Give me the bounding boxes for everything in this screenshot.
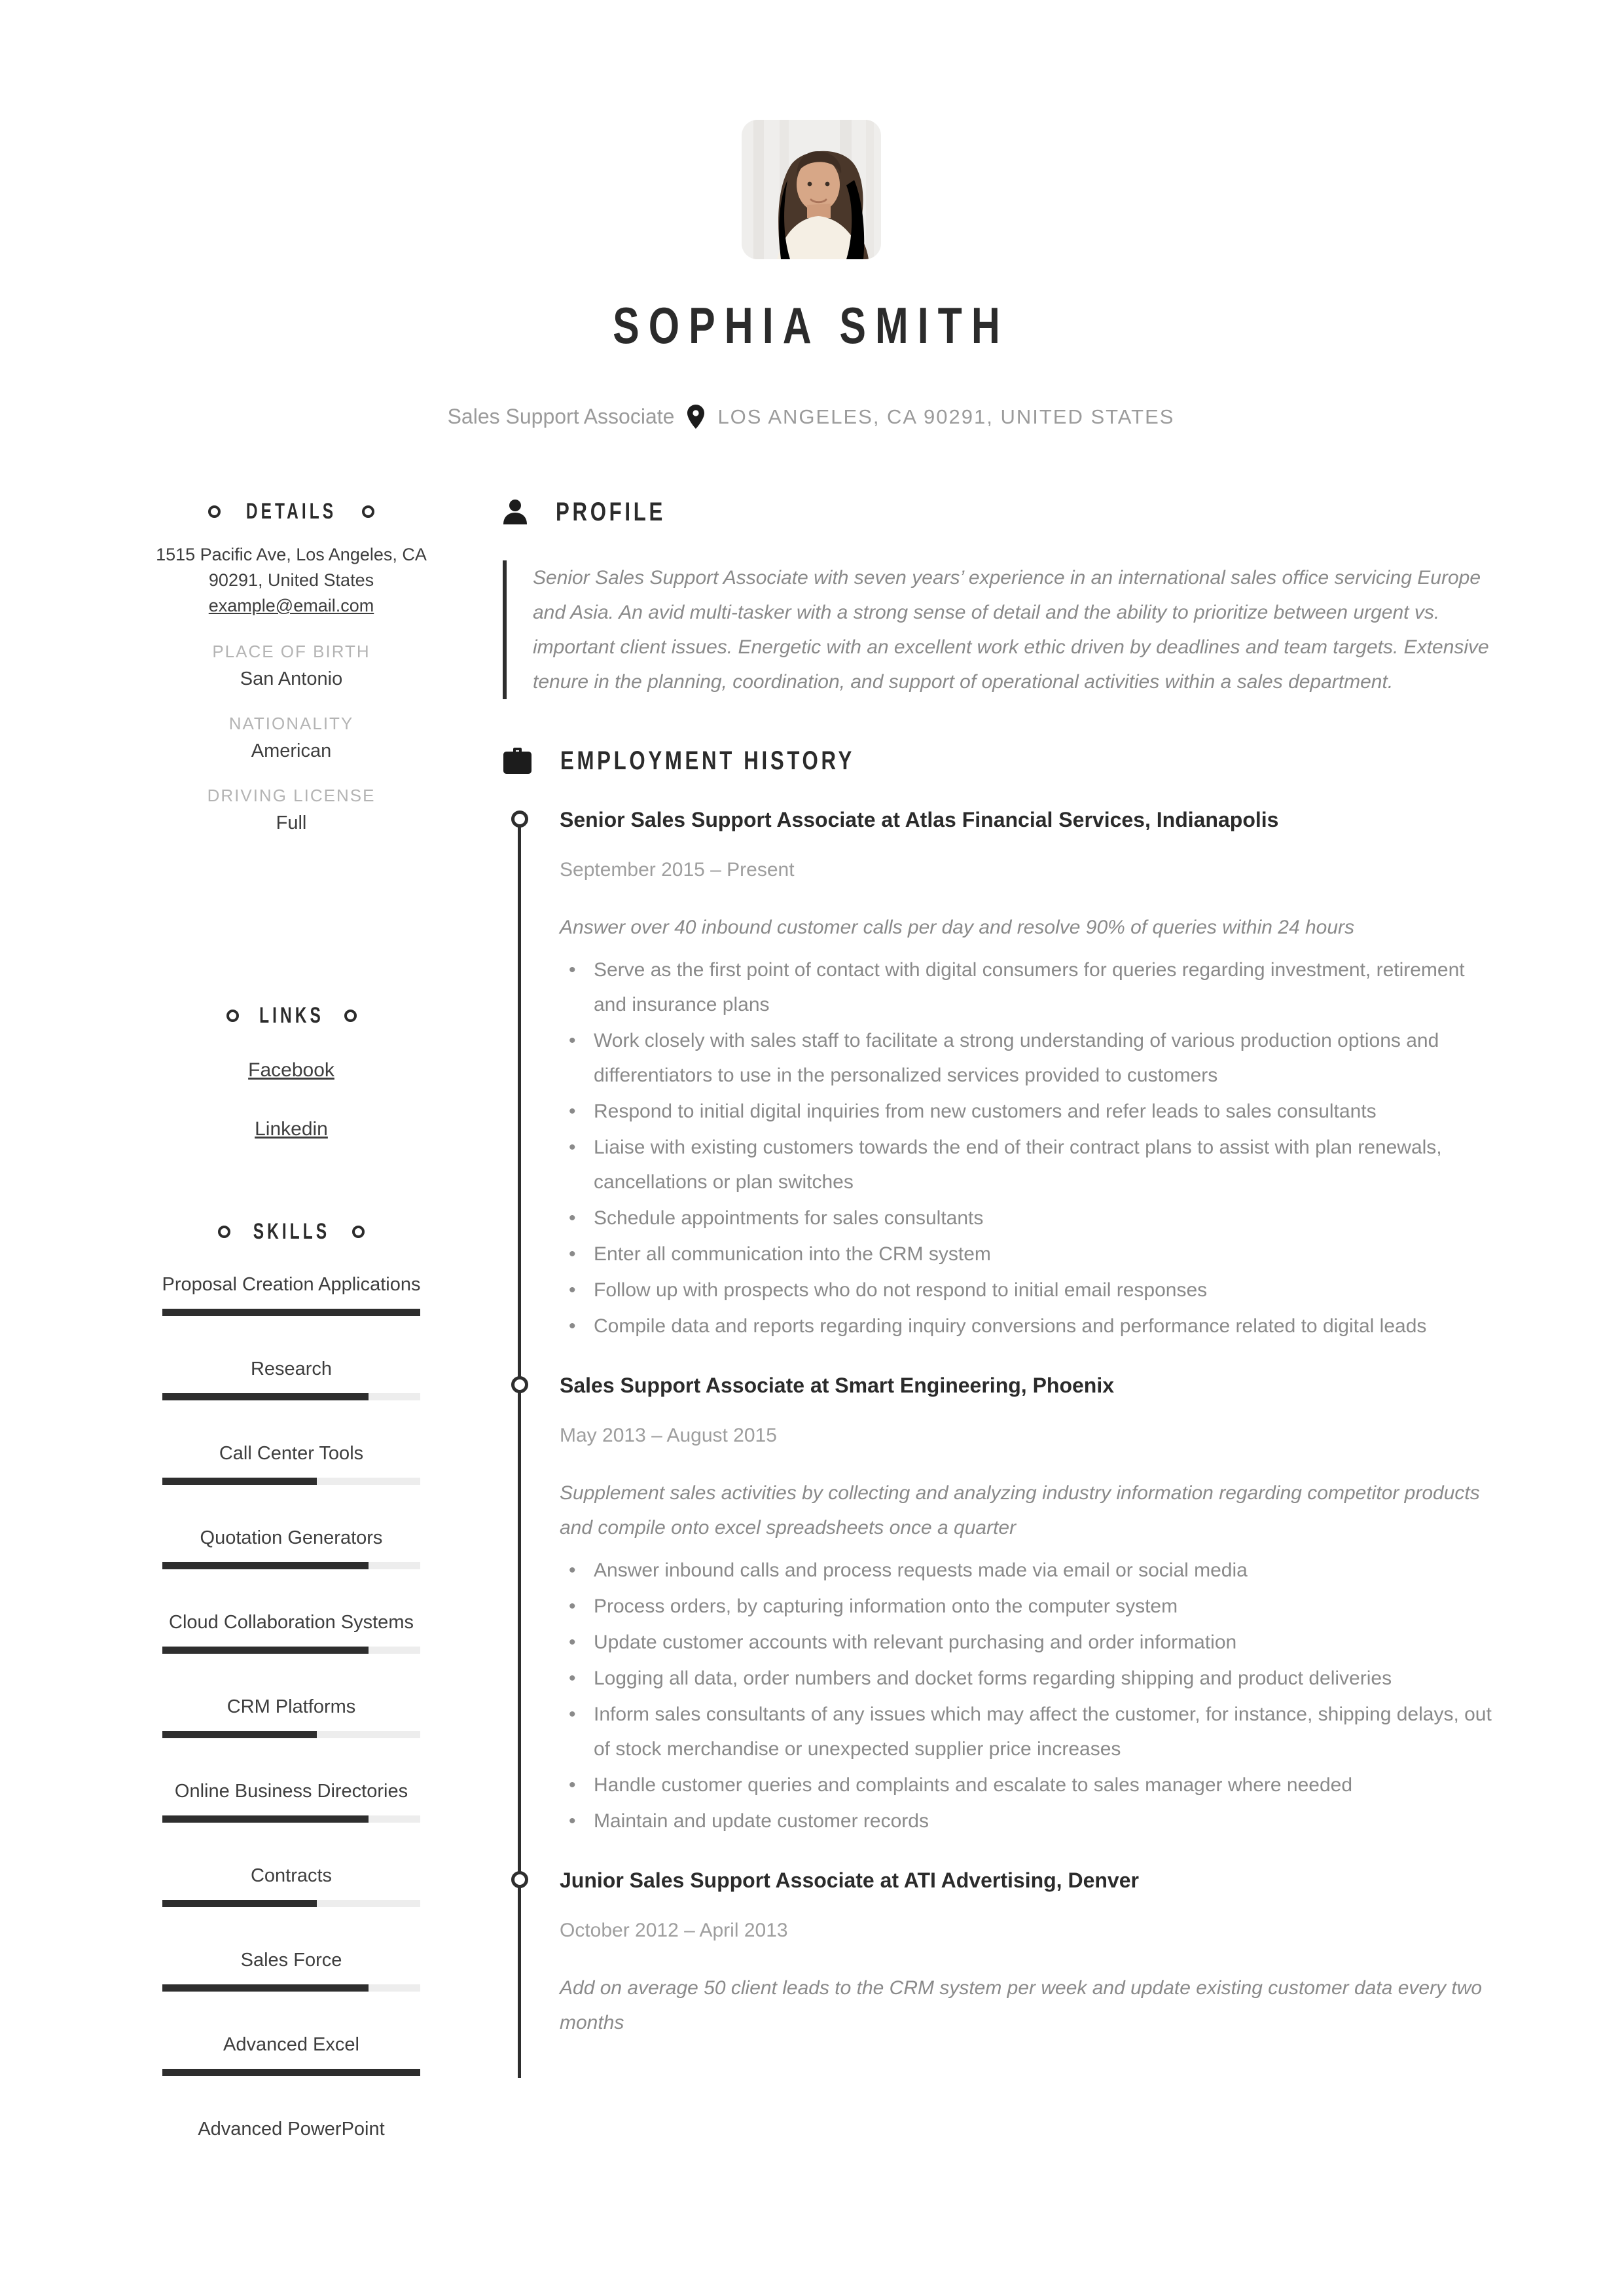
skill-bar-fill xyxy=(162,1562,369,1569)
job-bullet-text: Liaise with existing customers towards the end of their contract plans to assist with plan renewals, cancellations or plan switches xyxy=(594,1137,1442,1193)
skill-label: Advanced PowerPoint xyxy=(198,2119,385,2140)
timeline-dot-icon xyxy=(511,1376,528,1393)
email-link[interactable]: example@email.com xyxy=(208,596,374,615)
skill-label: Proposal Creation Applications xyxy=(162,1274,421,1295)
job-bullet-text: Process orders, by capturing information onto the computer system xyxy=(594,1595,1178,1617)
skill-item xyxy=(147,1865,435,1907)
social-link[interactable]: Linkedin xyxy=(255,1118,328,1140)
job-bullet-text: Answer inbound calls and process requests made via email or social media xyxy=(594,1559,1248,1581)
job-bullet xyxy=(560,1625,1499,1660)
details-heading-text: DETAILS xyxy=(245,498,337,524)
job-bullet xyxy=(560,953,1499,1022)
main-column xyxy=(488,496,1509,2078)
skill-item xyxy=(147,1527,435,1569)
timeline-dot-icon xyxy=(511,811,528,828)
location-pin-icon xyxy=(687,405,704,429)
job-title: Sales Support Associate at Smart Engineering, Phoenix xyxy=(560,1374,1115,1397)
job-bullet xyxy=(560,1804,1499,1838)
profile-photo xyxy=(742,120,881,259)
job-bullet-text: Handle customer queries and complaints and escalate to sales manager where needed xyxy=(594,1774,1353,1796)
job-bullets xyxy=(560,953,1499,1343)
job-bullet xyxy=(560,1094,1499,1129)
details-heading xyxy=(147,496,435,526)
detail-field-value: Full xyxy=(276,812,307,833)
ring-icon xyxy=(218,1226,230,1238)
skill-label: Cloud Collaboration Systems xyxy=(169,1612,414,1633)
skill-label: CRM Platforms xyxy=(226,1696,356,1717)
bullet-marker: • xyxy=(569,1810,576,1832)
bullet-marker: • xyxy=(569,1137,576,1158)
skill-item xyxy=(147,2118,435,2140)
job-entry xyxy=(488,805,1509,1343)
skill-bar-fill xyxy=(162,2069,420,2076)
ring-icon xyxy=(352,1226,365,1238)
skill-bar-fill xyxy=(162,1647,369,1654)
skill-bar xyxy=(162,1984,420,1992)
details-section xyxy=(147,496,435,835)
skill-bar xyxy=(162,2069,420,2076)
job-bullet-text: Work closely with sales staff to facilitate a strong understanding of various production options and differentiators to use in the personalized services provided to customers xyxy=(594,1030,1439,1086)
job-bullet-text: Enter all communication into the CRM system xyxy=(594,1243,991,1265)
header-subtitle xyxy=(0,405,1622,429)
skill-label: Call Center Tools xyxy=(219,1443,364,1464)
job-title: Senior Sales Support Associate at Atlas Financial Services, Indianapolis xyxy=(560,808,1279,831)
skill-bar-fill xyxy=(162,1309,420,1316)
skill-label: Online Business Directories xyxy=(174,1781,408,1802)
skills-heading-text: SKILLS xyxy=(253,1218,330,1244)
job-bullet-text: Compile data and reports regarding inquiry conversions and performance related to digital leads xyxy=(594,1315,1427,1337)
skill-bar xyxy=(162,1900,420,1907)
detail-field-label: NATIONALITY xyxy=(228,714,354,733)
job-summary: Add on average 50 client leads to the CRM system per week and update existing customer data every two months xyxy=(560,1977,1483,2033)
skill-item xyxy=(147,1949,435,1992)
skill-item xyxy=(147,1611,435,1654)
job-entry xyxy=(488,1866,1509,2040)
skill-bar-fill xyxy=(162,1984,369,1992)
detail-field-label: DRIVING LICENSE xyxy=(207,786,376,805)
bullet-marker: • xyxy=(569,1315,576,1337)
bullet-marker: • xyxy=(569,1667,576,1689)
links-heading-text: LINKS xyxy=(259,1002,324,1028)
job-entry xyxy=(488,1371,1509,1838)
links-list xyxy=(147,1059,435,1140)
candidate-name: SOPHIA SMITH xyxy=(613,297,1009,354)
bullet-marker: • xyxy=(569,1704,576,1725)
skill-bar xyxy=(162,1815,420,1823)
bullet-marker: • xyxy=(569,1030,576,1051)
employment-timeline xyxy=(488,805,1509,2078)
job-bullet xyxy=(560,1661,1499,1696)
skill-bar xyxy=(162,1647,420,1654)
job-dates: May 2013 – August 2015 xyxy=(560,1425,777,1446)
employment-heading-text: EMPLOYMENT HISTORY xyxy=(560,746,856,775)
bullet-marker: • xyxy=(569,959,576,981)
person-icon xyxy=(503,500,527,524)
job-bullets xyxy=(560,1553,1499,1838)
detail-field xyxy=(147,713,435,763)
job-title: Junior Sales Support Associate at ATI Advertising, Denver xyxy=(560,1868,1139,1892)
detail-field xyxy=(147,785,435,835)
skill-label: Sales Force xyxy=(240,1950,342,1971)
job-bullet-text: Serve as the first point of contact with digital consumers for queries regarding investment, retirement and insurance plans xyxy=(594,959,1465,1015)
detail-field-label: PLACE OF BIRTH xyxy=(212,642,370,661)
bullet-marker: • xyxy=(569,1774,576,1796)
profile-photo-image xyxy=(742,120,881,259)
skill-item xyxy=(147,1273,435,1316)
skill-bar xyxy=(162,1731,420,1738)
bullet-marker: • xyxy=(569,1559,576,1581)
skill-bar-fill xyxy=(162,1815,369,1823)
address-line-1: 1515 Pacific Ave, Los Angeles, CA xyxy=(156,545,427,564)
detail-field-value: San Antonio xyxy=(240,668,343,689)
job-bullet-text: Follow up with prospects who do not respond to initial email responses xyxy=(594,1279,1208,1301)
skill-bar xyxy=(162,1562,420,1569)
timeline-dot-icon xyxy=(511,1871,528,1888)
jobs-list xyxy=(488,805,1509,2040)
job-role-text: Sales Support Associate xyxy=(447,405,675,428)
skill-bar-fill xyxy=(162,1731,317,1738)
job-bullet xyxy=(560,1768,1499,1802)
bullet-marker: • xyxy=(569,1631,576,1653)
bullet-marker: • xyxy=(569,1101,576,1122)
links-heading xyxy=(147,1000,435,1030)
skill-item xyxy=(147,2033,435,2076)
skill-bar-fill xyxy=(162,1393,369,1400)
skill-label: Contracts xyxy=(250,1865,333,1886)
briefcase-icon xyxy=(503,748,532,774)
job-bullet-text: Update customer accounts with relevant purchasing and order information xyxy=(594,1631,1237,1653)
skill-item xyxy=(147,1696,435,1738)
job-bullet xyxy=(560,1589,1499,1624)
job-bullet xyxy=(560,1697,1499,1766)
job-summary: Supplement sales activities by collecting and analyzing industry information regarding competitor products and compile onto excel spreadsheets once a quarter xyxy=(560,1482,1480,1539)
skill-item xyxy=(147,1780,435,1823)
bullet-marker: • xyxy=(569,1207,576,1229)
profile-heading xyxy=(488,496,1509,528)
detail-field-value: American xyxy=(251,740,332,761)
job-bullet xyxy=(560,1201,1499,1235)
skill-item xyxy=(147,1358,435,1400)
social-link[interactable]: Facebook xyxy=(248,1059,334,1081)
job-bullet xyxy=(560,1273,1499,1307)
detail-field xyxy=(147,641,435,691)
skill-bar xyxy=(162,1309,420,1316)
links-section xyxy=(147,1000,435,1177)
skills-section xyxy=(147,1216,435,2182)
job-bullet-text: Inform sales consultants of any issues which may affect the customer, for instance, shipping delays, out of stock merchandise or unexpected supplier price increases xyxy=(594,1704,1492,1760)
skills-list xyxy=(147,1273,435,2140)
profile-summary: Senior Sales Support Associate with seven years’ experience in an international sales office servicing Europe and Asia. An avid multi-tasker with a strong sense of detail and the ability to prioritize between urgent vs. important client issues. Energetic with an excellent work ethic driven by deadlines and team targets. Extensive tenure in the planning, coordination, and support of operational activities within a sales department. xyxy=(503,560,1495,699)
job-summary: Answer over 40 inbound customer calls per day and resolve 90% of queries within 24 hours xyxy=(560,917,1355,938)
job-bullet xyxy=(560,1553,1499,1588)
skills-heading xyxy=(147,1216,435,1247)
bullet-marker: • xyxy=(569,1243,576,1265)
ring-icon xyxy=(208,505,221,518)
bullet-marker: • xyxy=(569,1595,576,1617)
job-bullet-text: Respond to initial digital inquiries from new customers and refer leads to sales consultants xyxy=(594,1101,1377,1122)
job-bullet-text: Maintain and update customer records xyxy=(594,1810,929,1832)
skill-bar-fill xyxy=(162,1478,317,1485)
job-dates: October 2012 – April 2013 xyxy=(560,1920,788,1941)
ring-icon xyxy=(344,1010,357,1022)
details-fields xyxy=(147,641,435,835)
address-line-2: 90291, United States xyxy=(208,570,374,590)
skill-label: Advanced Excel xyxy=(223,2034,359,2055)
job-bullet xyxy=(560,1023,1499,1093)
skill-label: Research xyxy=(250,1358,333,1379)
job-bullet xyxy=(560,1237,1499,1271)
profile-heading-text: PROFILE xyxy=(556,497,666,526)
skill-bar xyxy=(162,1393,420,1400)
skill-item xyxy=(147,1442,435,1485)
ring-icon xyxy=(226,1010,239,1022)
job-bullet xyxy=(560,1130,1499,1199)
location-text: LOS ANGELES, CA 90291, UNITED STATES xyxy=(717,405,1175,428)
job-bullet-text: Logging all data, order numbers and docket forms regarding shipping and product deliveries xyxy=(594,1667,1392,1689)
address-block xyxy=(147,542,435,619)
skill-bar-fill xyxy=(162,1900,317,1907)
ring-icon xyxy=(362,505,374,518)
job-bullet xyxy=(560,1309,1499,1343)
job-bullet-text: Schedule appointments for sales consultants xyxy=(594,1207,984,1229)
skill-bar xyxy=(162,1478,420,1485)
employment-heading xyxy=(488,745,1509,776)
job-dates: September 2015 – Present xyxy=(560,859,795,881)
bullet-marker: • xyxy=(569,1279,576,1301)
skill-label: Quotation Generators xyxy=(200,1527,383,1548)
